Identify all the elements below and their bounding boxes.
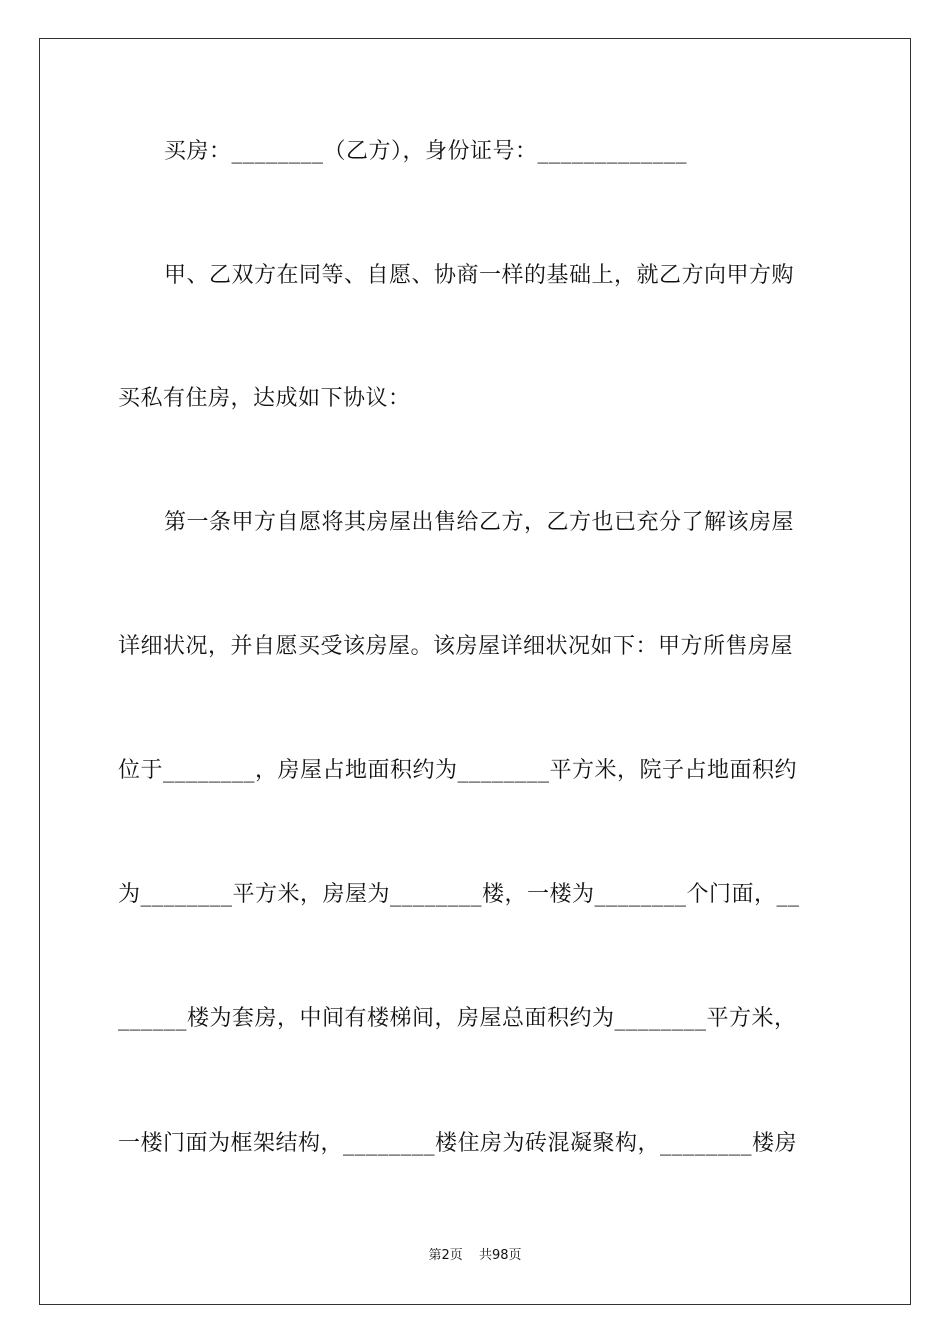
page-total: 共98页 (478, 1248, 522, 1263)
buyer-line: 买房：________（乙方），身份证号：_____________ (164, 139, 688, 164)
page-frame (39, 38, 911, 1305)
article-one-line: 第一条甲方自愿将其房屋出售给乙方，乙方也已充分了解该房屋 (164, 510, 795, 535)
paragraph-line: 买私有住房，达成如下协议： (118, 386, 411, 411)
paragraph-line: 一楼门面为框架结构，________楼住房为砖混凝聚构，________楼房 (118, 1131, 798, 1156)
paragraph-line: 甲、乙双方在同等、自愿、协商一样的基础上，就乙方向甲方购 (164, 263, 795, 288)
page-footer (0, 1247, 950, 1265)
paragraph-line: 为________平方米，房屋为________楼，一楼为________个门面，__ (118, 882, 800, 907)
paragraph-line: ______楼为套房，中间有楼梯间，房屋总面积约为________平方米， (118, 1006, 797, 1031)
paragraph-line: 位于________，房屋占地面积约为________平方米，院子占地面积约 (118, 758, 798, 783)
page-number: 第2页 (428, 1248, 463, 1263)
paragraph-line: 详细状况，并自愿买受该房屋。该房屋详细状况如下：甲方所售房屋 (118, 634, 794, 659)
